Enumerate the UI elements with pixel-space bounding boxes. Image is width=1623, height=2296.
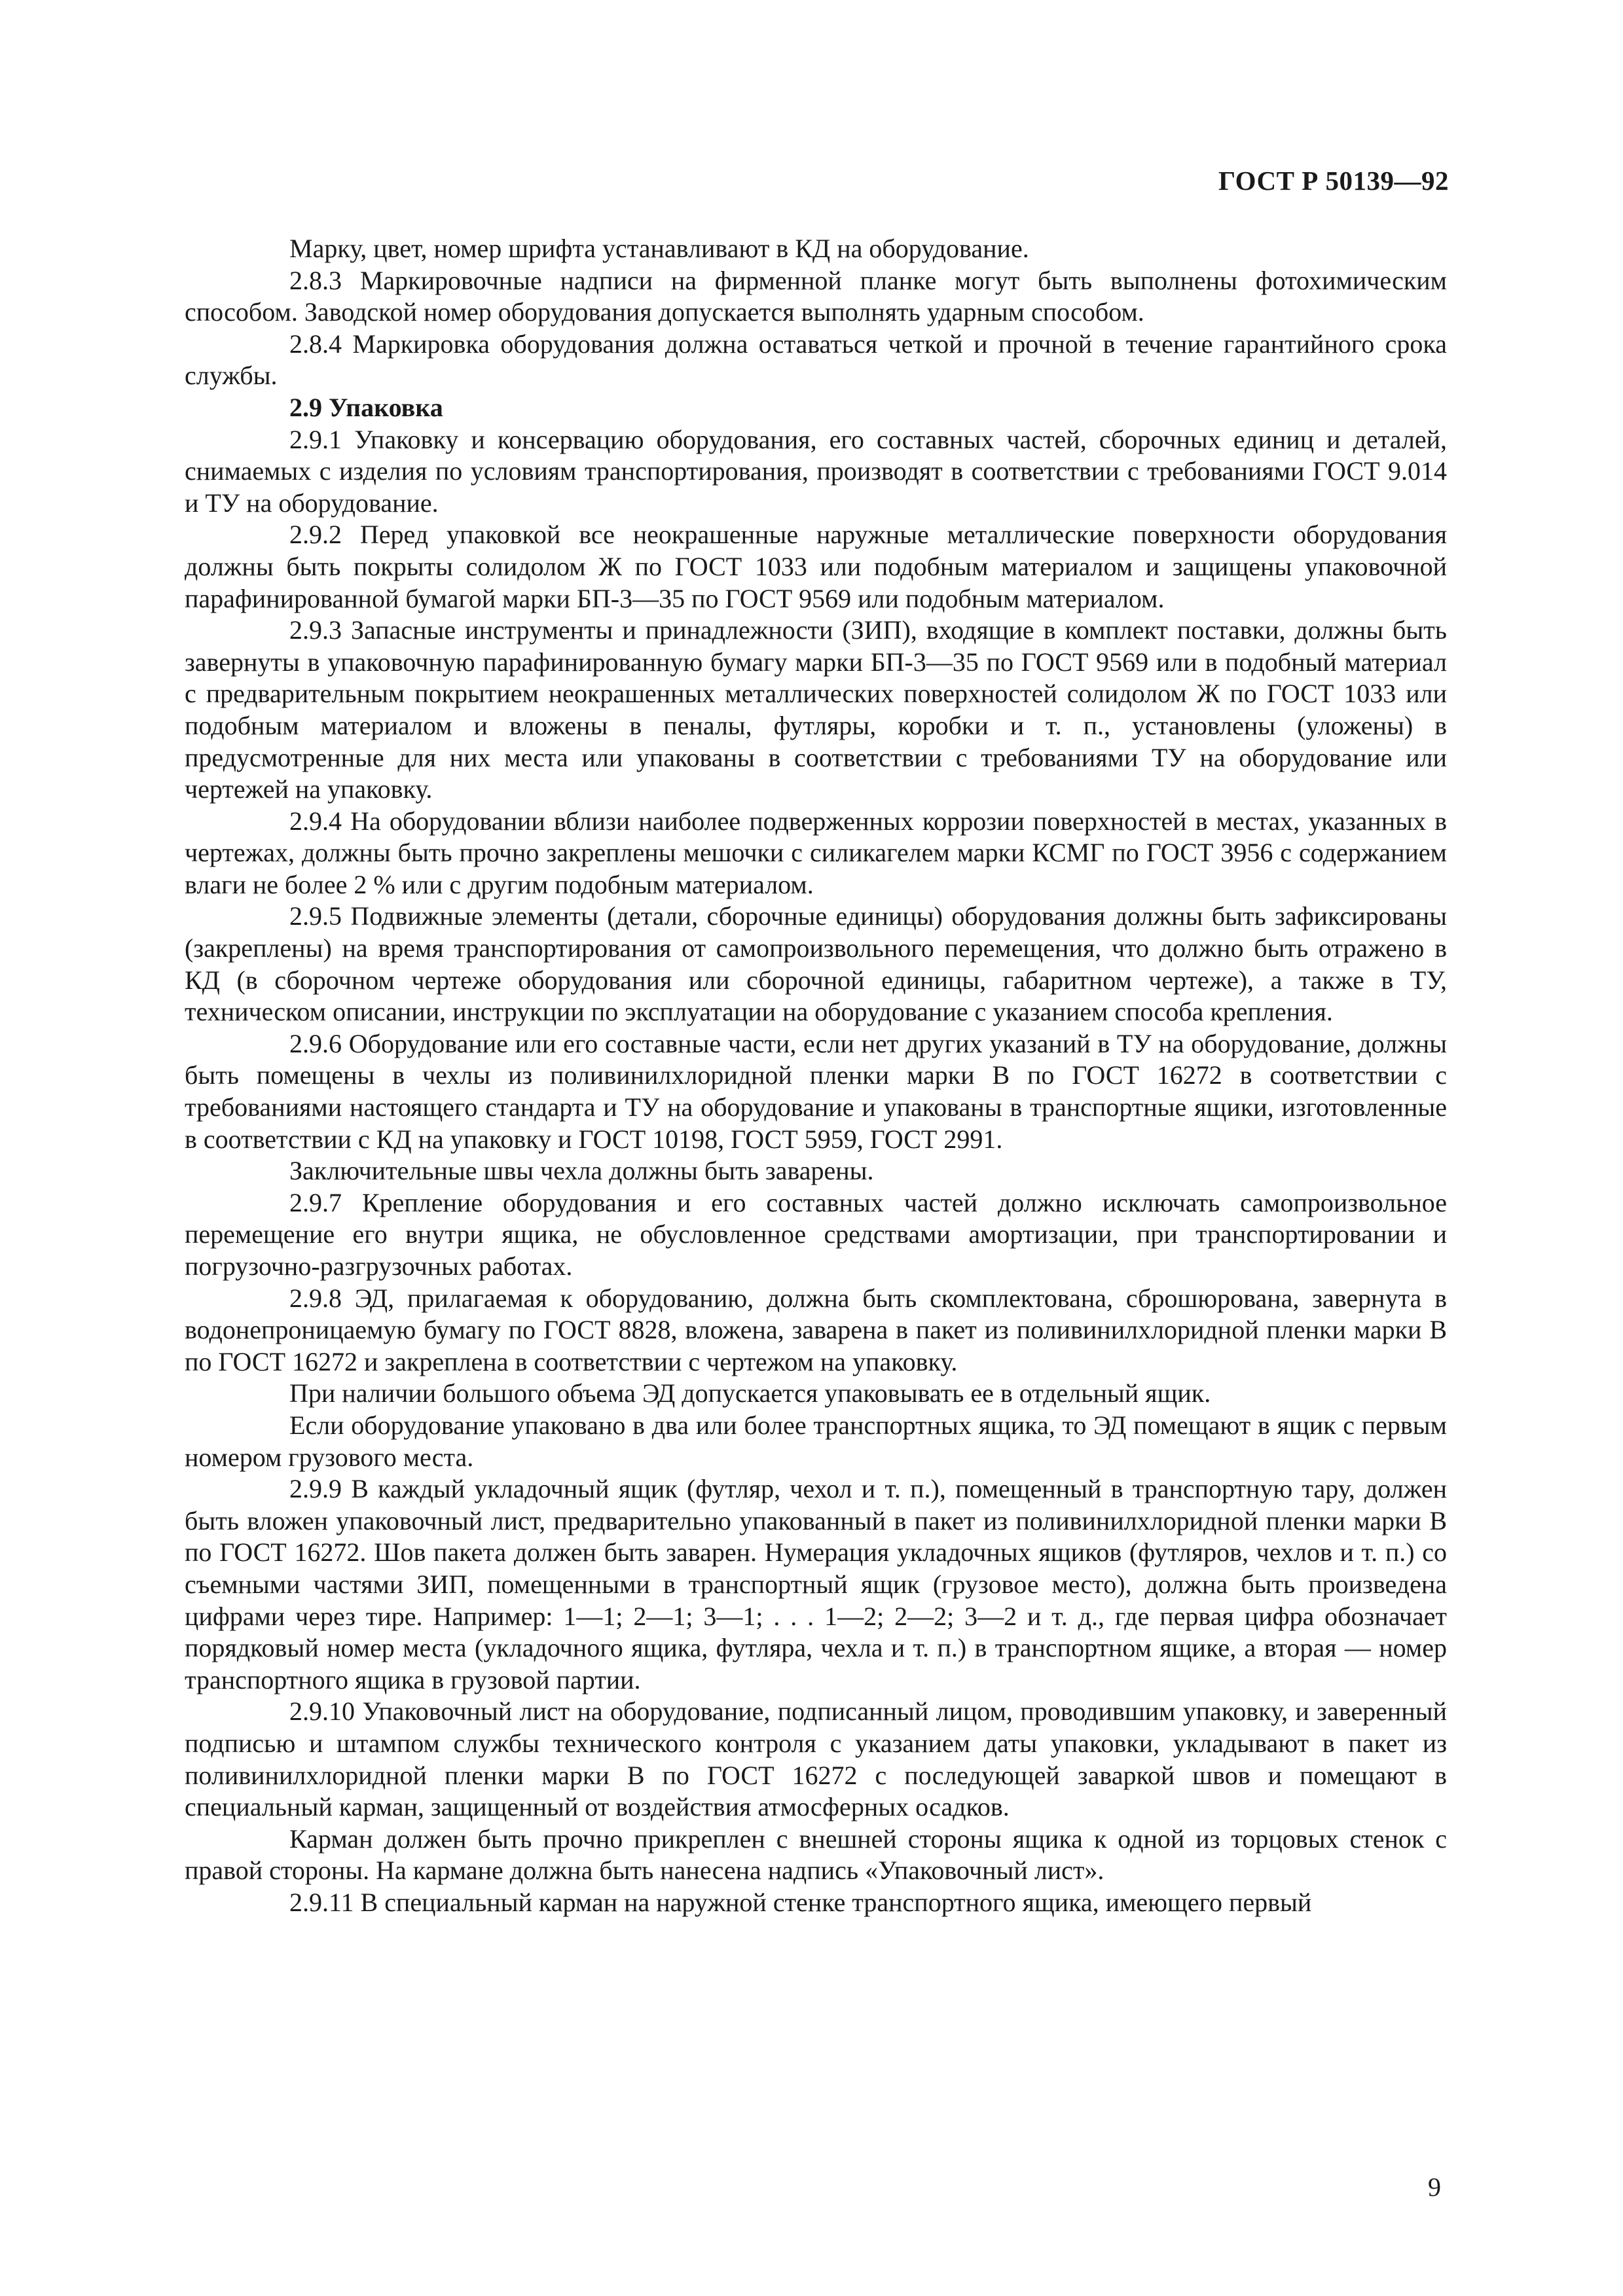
paragraph-2-9-10: 2.9.10 Упаковочный лист на оборудование, подписанный лицом, проводившим упаковку, и заверенный подписью и штампом службы технического контроля с указанием даты упаковки, укладывают в пакет из поливинилхлоридной пленки марки В по ГОСТ 16272 с последующей заваркой швов и помещают в специальный карман, защищенный от воздействия атмосферных осадков. bbox=[185, 1696, 1447, 1822]
paragraph-2-8-4: 2.8.4 Маркировка оборудования должна оставаться четкой и прочной в течение гарантийного срока службы. bbox=[185, 329, 1447, 391]
section-heading-2-9: 2.9 Упаковка bbox=[289, 392, 443, 422]
paragraph-2-9-5: 2.9.5 Подвижные элементы (детали, сборочные единицы) оборудования должны быть зафиксированы (закреплены) на время транспортирования от самопроизвольного перемещения, что должно быть отражено в КД (в сборочном чертеже оборудования или сборочной единицы, габаритном чертеже), а также в ТУ, техническом описании, инструкции по эксплуатации на оборудование с указанием способа крепления. bbox=[185, 901, 1447, 1027]
paragraph-2-9-9: 2.9.9 В каждый укладочный ящик (футляр, чехол и т. п.), помещенный в транспортную тару, должен быть вложен упаковочный лист, предварительно упакованный в пакет из поливинилхлоридной пленки марки В по ГОСТ 16272. Шов пакета должен быть заварен. Нумерация укладочных ящиков (футляров, чехлов и т. п.) со съемными частями ЗИП, помещенными в транспортный ящик (грузовое место), должна быть произведена цифрами через тире. Например: 1—1; 2—1; 3—1; . . . 1—2; 2—2; 3—2 и т. д., где первая цифра обозначает порядковый номер места (укладочного ящика, футляра, чехла и т. п.) в транспортном ящике, а вторая — номер транспортного ящика в грузовой партии. bbox=[185, 1474, 1447, 1695]
paragraph-2-9-6-seams: Заключительные швы чехла должны быть заварены. bbox=[289, 1156, 874, 1186]
paragraph-2-9-2: 2.9.2 Перед упаковкой все неокрашенные наружные металлические поверхности оборудования должны быть покрыты солидолом Ж по ГОСТ 1033 или подобным материалом и защищены упаковочной парафинированной бумагой марки БП-3—35 по ГОСТ 9569 или подобным материалом. bbox=[185, 520, 1447, 613]
paragraph-2-9-3: 2.9.3 Запасные инструменты и принадлежности (ЗИП), входящие в комплект поставки, должны быть завернуты в упаковочную парафинированную бумагу марки БП-3—35 по ГОСТ 9569 или в подобный материал с предварительным покрытием неокрашенных металлических поверхностей солидолом Ж по ГОСТ 1033 или подобным материалом и вложены в пеналы, футляры, коробки и т. п., установлены (уложены) в предусмотренные для них места или упакованы в соответствии с требованиями ТУ на оборудование или чертежей на упаковку. bbox=[185, 615, 1447, 804]
paragraph-2-9-7: 2.9.7 Крепление оборудования и его составных частей должно исключать самопроизвольное перемещение его внутри ящика, не обусловленное средствами амортизации, при транспортировании и погрузочно-разгрузочных работах. bbox=[185, 1187, 1447, 1281]
page-number: 9 bbox=[1428, 2172, 1441, 2202]
paragraph-2-9-10-pocket: Карман должен быть прочно прикреплен с внешней стороны ящика к одной из торцовых стенок с правой стороны. На кармане должна быть нанесена надпись «Упаковочный лист». bbox=[185, 1823, 1447, 1886]
paragraph-2-9-6: 2.9.6 Оборудование или его составные части, если нет других указаний в ТУ на оборудование, должны быть помещены в чехлы из поливинилхлоридной пленки марки В по ГОСТ 16272 в соответствии с требованиями настоящего стандарта и ТУ на оборудование и упакованы в транспортные ящики, изготовленные в соответствии с КД на упаковку и ГОСТ 10198, ГОСТ 5959, ГОСТ 2991. bbox=[185, 1028, 1447, 1154]
document-code-header: ГОСТ Р 50139—92 bbox=[1218, 166, 1449, 196]
paragraph-2-9-8-large-volume: При наличии большого объема ЭД допускается упаковывать ее в отдельный ящик. bbox=[289, 1378, 1211, 1408]
paragraph-2-9-4: 2.9.4 На оборудовании вблизи наиболее подверженных коррозии поверхностей в местах, указанных в чертежах, должны быть прочно закреплены мешочки с силикагелем марки КСМГ по ГОСТ 3956 с содержанием влаги не более 2 % или с другим подобным материалом. bbox=[185, 806, 1447, 899]
paragraph-2-9-8-multiple-boxes: Если оборудование упаковано в два или более транспортных ящика, то ЭД помещают в ящик с первым номером грузового места. bbox=[185, 1410, 1447, 1472]
paragraph-2-9-1: 2.9.1 Упаковку и консервацию оборудования, его составных частей, сборочных единиц и деталей, снимаемых с изделия по условиям транспортирования, производят в соответствии с требованиями ГОСТ 9.014 и ТУ на оборудование. bbox=[185, 424, 1447, 518]
paragraph-intro: Марку, цвет, номер шрифта устанавливают в КД на оборудование. bbox=[289, 234, 1029, 263]
paragraph-2-8-3: 2.8.3 Маркировочные надписи на фирменной планке могут быть выполнены фотохимическим способом. Заводской номер оборудования допускается выполнять ударным способом. bbox=[185, 265, 1447, 327]
paragraph-2-9-8: 2.9.8 ЭД, прилагаемая к оборудованию, должна быть скомплектована, сброшюрована, завернута в водонепроницаемую бумагу по ГОСТ 8828, вложена, заварена в пакет из поливинилхлоридной пленки марки В по ГОСТ 16272 и закреплена в соответствии с чертежом на упаковку. bbox=[185, 1283, 1447, 1376]
document-body bbox=[185, 233, 1447, 1918]
paragraph-2-9-11: 2.9.11 В специальный карман на наружной стенке транспортного ящика, имеющего первый bbox=[289, 1887, 1312, 1917]
